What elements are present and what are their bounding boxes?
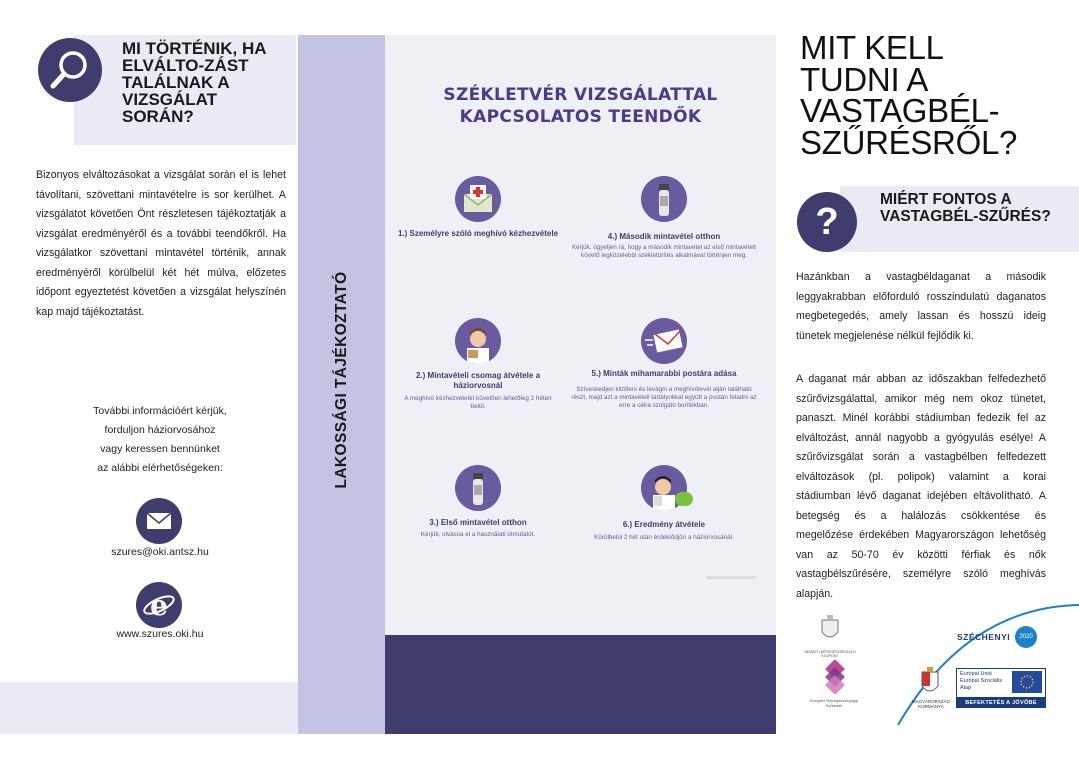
step-2-desc: A meghívó kézhezvételét követően lehetőleg 2 héten belül. bbox=[404, 395, 552, 410]
main-title-line: VASTAGBÉL- bbox=[800, 92, 1000, 129]
szechenyi-pin-icon: 2020 bbox=[1015, 626, 1037, 648]
question-mark-icon: ? bbox=[797, 192, 857, 252]
right-paragraph-2: A daganat már abban az időszakban felfedezhető szűrővizsgálattal, amikor még nem okoz tünetet, panaszt. Minél korábbi stádiumban fedezik fel az elváltozást, annál nagyobb a gyógyulás esélye! A szűrővizsgálat során a vastagbélben felfedezett elváltozások (pl. polipok) valamint a korai stádiumban lévő daganat idejében eltávolítható. A betegség és a halálozás csökkentése és megelőzése érdekében Magyarországon lehetőség van az 50-70 év közötti férfiak és nők vastagbélszűrésére, személyre szóló meghívás alapján. bbox=[796, 373, 1046, 600]
browser-icon bbox=[136, 582, 182, 628]
svg-text:e: e bbox=[150, 589, 168, 622]
eu-text: Európai Unió Európai Szociális Alap bbox=[960, 671, 1003, 691]
main-title-line: TUDNI A bbox=[800, 60, 929, 98]
szechenyi-logo: SZÉCHENYI bbox=[957, 632, 1011, 642]
speech-bubble-icon bbox=[675, 492, 693, 506]
eu-flag-icon bbox=[1012, 671, 1042, 693]
doctor-icon bbox=[455, 318, 501, 364]
step-1-title: 1.) Személyre szóló meghívó kézhezvétele bbox=[397, 229, 559, 238]
email-link[interactable]: szures@oki.antsz.hu bbox=[111, 546, 209, 558]
nnk-text: NEMZETI NÉPEGÉSZSÉGÜGYI KÖZPONT bbox=[804, 650, 856, 658]
nnk-crest-icon bbox=[818, 614, 842, 644]
government-text: MAGYARORSZÁG KORMÁNYA bbox=[911, 699, 951, 709]
contact-info bbox=[40, 402, 280, 478]
center-title-line: KAPCSOLATOS TEENDŐK bbox=[459, 107, 702, 127]
center-title bbox=[395, 84, 766, 128]
step-4-title: 4.) Második mintavétel otthon bbox=[607, 232, 721, 241]
komplex-logo-icon bbox=[818, 660, 852, 694]
center-title-line: SZÉKLETVÉR VIZSGÁLATTAL bbox=[443, 85, 718, 105]
right-subtitle: MIÉRT FONTOS A VASTAGBÉL-SZŰRÉS? bbox=[880, 191, 1051, 225]
divider bbox=[706, 576, 756, 579]
envelope-icon bbox=[136, 498, 182, 544]
website-link[interactable]: www.szures.oki.hu bbox=[116, 628, 204, 640]
step-2-title: 2.) Mintavételi csomag átvétele a háziorvosnál bbox=[415, 371, 541, 390]
main-title-line: SZŰRÉSRŐL? bbox=[800, 123, 1018, 161]
step-4-desc: Kérjük, ügyeljen rá, hogy a második mintavétel az első mintavételt követő legközelebbi székletürítés alkalmával történjen meg. bbox=[571, 244, 757, 259]
step-5-desc: Szíveskedjen kitölteni és levágni a meghívólevél alján található részt, majd azt a mintavételi tartályokkal együtt a postán feladni az erre a célra szolgáló borítékban. bbox=[571, 386, 757, 409]
main-title-line: MIT KELL bbox=[800, 29, 944, 66]
magnifier-icon bbox=[38, 38, 102, 102]
info-line: További információért kérjük, bbox=[93, 405, 227, 417]
info-line: az alábbi elérhetőségeken: bbox=[97, 462, 223, 474]
step-3-title: 3.) Első mintavétel otthon bbox=[429, 518, 527, 527]
left-footer-band bbox=[0, 682, 298, 734]
eu-slogan: BEFEKTETÉS A JÖVŐBE bbox=[956, 698, 1046, 708]
decorative-arc bbox=[888, 600, 1079, 730]
info-line: vagy keressen bennünket bbox=[100, 443, 220, 455]
hungary-crest-icon bbox=[918, 666, 942, 698]
step-6-title: 6.) Eredmény átvétele bbox=[622, 520, 706, 529]
main-title bbox=[800, 29, 1070, 161]
info-line: forduljon háziorvosához bbox=[104, 424, 216, 436]
right-paragraph-1: Hazánkban a vastagbéldaganat a második leggyakrabban előforduló rosszindulatú daganatos megbetegedés, amely lassan és hosszú ideig tünetek megjelenése nélkül fejlődik ki. bbox=[796, 271, 1046, 342]
sample-tube-icon bbox=[455, 465, 501, 511]
vertical-title: LAKOSSÁGI TÁJÉKOZTATÓ bbox=[333, 271, 350, 489]
mail-send-icon bbox=[641, 318, 687, 364]
step-3-desc: Kérjük, olvassa el a használati útmutatót. bbox=[420, 531, 536, 538]
left-header-title: MI TÖRTÉNIK, HA ELVÁLTO-ZÁST TALÁLNAK A VIZSGÁLAT SORÁN? bbox=[122, 39, 266, 126]
step-5-title: 5.) Minták mihamarabbi postára adása bbox=[591, 369, 737, 378]
step-6-desc: Körülbelül 2 hét után érdeklődjön a háziorvosánál. bbox=[594, 534, 734, 541]
sample-tube-icon bbox=[641, 176, 687, 222]
left-body-text: Bizonyos elváltozásokat a vizsgálat során el is lehet távolítani, szövettani mintavételre is sor kerülhet. A vizsgálatot követően Önt részletesen tájékoztatják a vizsgálat eredményéről és a további teendőkről. Ha vizsgálatkor szövettani mintavétel történik, annak eredményéről körülbelül két hét múlva, előzetes időpont egyeztetést követően a vizsgálat helyszínén kap majd tájékoztatást. bbox=[36, 169, 286, 318]
invitation-letter-icon bbox=[455, 176, 501, 222]
center-bottom-band bbox=[385, 635, 776, 734]
komplex-text: Komplex Népegészségügyi Szűrések bbox=[809, 698, 859, 708]
